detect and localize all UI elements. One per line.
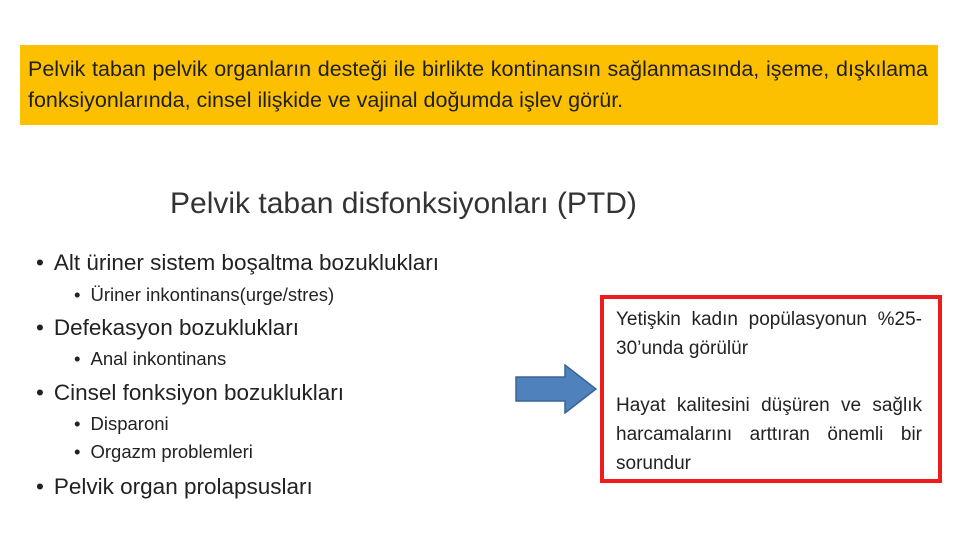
list-item [74,348,226,370]
bullet: • [74,348,81,369]
prevalence-box [600,295,942,483]
list-item-label: Disparoni [90,413,169,434]
bullet: • [36,380,44,405]
prevalence-text: Yetişkin kadın popülasyonun %25-30’unda görülür [616,309,922,359]
bullet: • [36,315,44,340]
list-item [74,284,334,306]
list-item-label: Üriner inkontinans(urge/stres) [90,284,335,305]
bullet: • [36,250,44,275]
list-item [36,315,299,341]
bullet: • [74,413,81,434]
list-item [36,250,439,276]
list-item-label: Alt üriner sistem boşaltma bozuklukları [53,250,440,275]
bullet: • [74,441,81,462]
right-arrow-icon [515,364,597,414]
bullet: • [36,474,44,499]
list-item [36,474,313,500]
impact-text: Hayat kalitesini düşüren ve sağlık harcamalarını arttıran önemli bir sorundur [616,395,922,474]
list-item [74,413,169,435]
bullet: • [74,284,81,305]
list-item [36,380,344,406]
list-item-label: Orgazm problemleri [90,441,253,462]
right-arrow-shape [516,365,596,413]
list-item [74,441,253,463]
list-item-label: Defekasyon bozuklukları [53,315,300,340]
dysfunction-list [36,0,536,540]
definition-text: Pelvik taban pelvik organların desteği ile birlikte kontinansın sağlanmasında, işeme, dışkılama fonksiyonlarında, cinsel ilişkide ve vajinal doğumda işlev görür. [28,57,928,112]
list-item-label: Cinsel fonksiyon bozuklukları [53,380,345,405]
list-item-label: Pelvik organ prolapsusları [53,474,313,499]
list-item-label: Anal inkontinans [90,348,227,369]
slide-title: Pelvik taban disfonksiyonları (PTD) [170,187,637,220]
